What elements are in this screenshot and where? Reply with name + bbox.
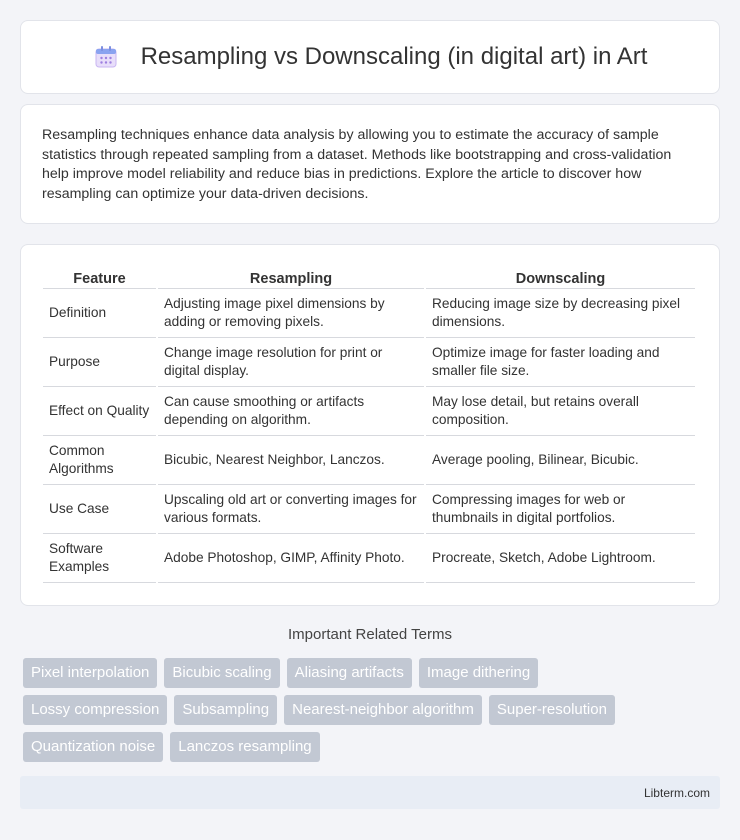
- header-card: [20, 20, 720, 94]
- tag-row: [23, 658, 723, 688]
- tag-bicubic-scaling[interactable]: Bicubic scaling: [164, 658, 279, 688]
- related-terms-list: [23, 658, 723, 769]
- tag-lossy-compression[interactable]: Lossy compression: [23, 695, 167, 725]
- tag-super-resolution[interactable]: Super-resolution: [489, 695, 615, 725]
- page-title: Resampling vs Downscaling (in digital art) in Art: [140, 43, 648, 70]
- tag-image-dithering[interactable]: Image dithering: [419, 658, 538, 688]
- table-cell-feature: Use Case: [43, 485, 156, 534]
- table-row: [43, 387, 695, 436]
- tag-pixel-interpolation[interactable]: Pixel interpolation: [23, 658, 157, 688]
- table-cell-downscaling: Optimize image for faster loading and smaller file size.: [426, 338, 695, 387]
- column-header-resampling: Resampling: [158, 265, 424, 289]
- footer-site-link[interactable]: Libterm.com: [643, 785, 710, 800]
- table-cell-resampling: Upscaling old art or converting images for various formats.: [158, 485, 424, 534]
- tag-quantization-noise[interactable]: Quantization noise: [23, 732, 163, 762]
- table-cell-resampling: Adjusting image pixel dimensions by adding or removing pixels.: [158, 289, 424, 338]
- table-cell-resampling: Bicubic, Nearest Neighbor, Lanczos.: [158, 436, 424, 485]
- table-cell-feature: Effect on Quality: [43, 387, 156, 436]
- tag-subsampling[interactable]: Subsampling: [174, 695, 277, 725]
- table-cell-downscaling: Compressing images for web or thumbnails in digital portfolios.: [426, 485, 695, 534]
- table-row: [43, 534, 695, 583]
- tag-lanczos-resampling[interactable]: Lanczos resampling: [170, 732, 319, 762]
- table-cell-downscaling: Reducing image size by decreasing pixel dimensions.: [426, 289, 695, 338]
- table-cell-downscaling: May lose detail, but retains overall composition.: [426, 387, 695, 436]
- table-row: [43, 436, 695, 485]
- table-cell-feature: Software Examples: [43, 534, 156, 583]
- table-row: [43, 338, 695, 387]
- tag-aliasing-artifacts[interactable]: Aliasing artifacts: [287, 658, 412, 688]
- comparison-table: [41, 265, 697, 583]
- table-cell-feature: Purpose: [43, 338, 156, 387]
- intro-text: Resampling techniques enhance data analysis by allowing you to estimate the accuracy of sample statistics through repeated sampling from a dataset. Methods like bootstrapping and cross-validation help improve model reliability and reduce bias in predictions. Explore the article to discover how resampling can optimize your data-driven decisions.: [42, 127, 672, 202]
- table-cell-downscaling: Procreate, Sketch, Adobe Lightroom.: [426, 534, 695, 583]
- tag-row: [23, 732, 723, 762]
- table-cell-resampling: Adobe Photoshop, GIMP, Affinity Photo.: [158, 534, 424, 583]
- table-cell-feature: Definition: [43, 289, 156, 338]
- footer: [20, 776, 720, 809]
- comparison-table-card: [20, 244, 720, 606]
- related-terms-title: Important Related Terms: [288, 626, 452, 643]
- column-header-feature: Feature: [43, 265, 156, 289]
- column-header-downscaling: Downscaling: [426, 265, 695, 289]
- intro-card: [20, 104, 720, 224]
- calendar-icon: [93, 44, 119, 70]
- table-cell-downscaling: Average pooling, Bilinear, Bicubic.: [426, 436, 695, 485]
- table-cell-feature: Common Algorithms: [43, 436, 156, 485]
- tag-row: [23, 695, 723, 725]
- table-row: [43, 289, 695, 338]
- table-cell-resampling: Can cause smoothing or artifacts depending on algorithm.: [158, 387, 424, 436]
- table-row: [43, 485, 695, 534]
- table-header-row: [43, 265, 695, 289]
- table-cell-resampling: Change image resolution for print or digital display.: [158, 338, 424, 387]
- tag-nearest-neighbor-algorithm[interactable]: Nearest-neighbor algorithm: [284, 695, 482, 725]
